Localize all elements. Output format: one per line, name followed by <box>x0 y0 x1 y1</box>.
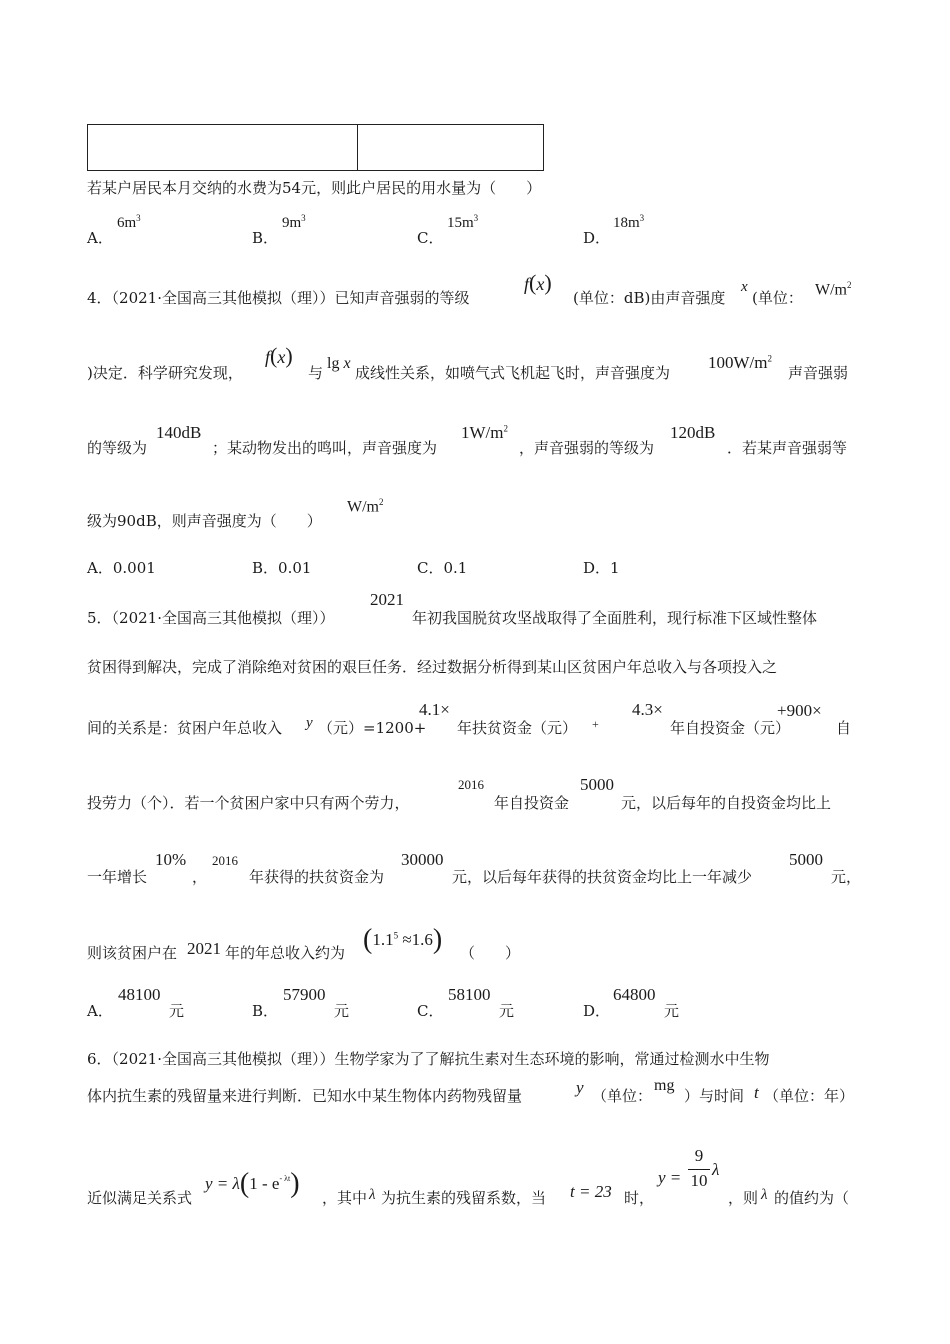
math-lg: lg <box>327 355 340 372</box>
text: 成线性关系，如喷气式飞机起飞时，声音强度为 <box>355 364 671 382</box>
formula-exp: - λt <box>279 1174 291 1183</box>
math-f: f <box>265 347 271 367</box>
option-exp: 3 <box>473 213 479 223</box>
option-text: 9m <box>282 215 302 231</box>
unit: mg <box>654 1077 675 1094</box>
math-y-eq: y = <box>658 1168 682 1187</box>
text: 时， <box>624 1189 655 1207</box>
text: 的等级为 <box>87 439 148 457</box>
text: （单位： <box>592 1087 653 1105</box>
text: 年自投资金（元） <box>670 719 791 737</box>
option-exp: 3 <box>301 213 306 223</box>
q4-option-b <box>252 557 311 578</box>
approx-rest: ≈1.6 <box>398 930 433 949</box>
q5-option-a <box>87 1000 113 1021</box>
formula-inner: 1 - e <box>249 1174 280 1193</box>
formula: $y = \lambda(1 - e^{- \lambda t})$ <box>205 1168 300 1199</box>
unit-text: W/m <box>347 498 379 516</box>
q5-option-b <box>252 1000 278 1021</box>
option-value: 64800 <box>613 985 656 1004</box>
text: 元，以后每年的自投资金均比上 <box>621 794 832 812</box>
option-letter: B． <box>252 559 279 577</box>
option-unit: 元 <box>664 1002 680 1020</box>
option-letter: A． <box>87 559 113 577</box>
text: 年扶贫资金（元） <box>457 719 578 737</box>
value: 2021 <box>370 590 404 609</box>
frac-denominator: 10 <box>690 1171 708 1190</box>
coef: 4.1× <box>419 700 450 719</box>
value-text: 1W/m <box>461 423 504 442</box>
option-unit: 元 <box>169 1002 185 1020</box>
math-t: t <box>754 1083 759 1102</box>
option-letter: A． <box>87 229 113 247</box>
option-value: 58100 <box>448 985 491 1004</box>
text: ．若某声音强弱等 <box>727 439 848 457</box>
question-source: （2021·全国高三其他模拟（理）） <box>111 289 335 307</box>
value: 5000 <box>789 850 823 869</box>
q6-line1 <box>87 1048 770 1069</box>
unit-exp: 2 <box>379 497 384 507</box>
math-fx: f(x) <box>265 343 293 368</box>
option-value: 57900 <box>283 985 326 1004</box>
question-number: 4． <box>87 289 112 307</box>
question-source: （2021·全国高三其他模拟（理）） <box>111 1050 335 1068</box>
q4-option-a <box>87 557 156 578</box>
text: ，其中 <box>322 1189 368 1207</box>
text: 声音强弱 <box>788 364 849 382</box>
option-letter: C． <box>417 559 444 577</box>
option-value: 48100 <box>118 985 161 1004</box>
value-exp: 2 <box>767 353 772 364</box>
coef: 4.3× <box>632 700 663 719</box>
text: 近似满足关系式 <box>87 1189 193 1207</box>
value: 2016 <box>458 777 484 792</box>
text: 自 <box>836 719 852 737</box>
option-text: 6m <box>117 215 137 231</box>
text: （ ） <box>460 944 521 962</box>
math-f: f <box>524 274 530 294</box>
value <box>708 353 772 373</box>
option-letter: D． <box>583 1002 611 1020</box>
text: 一年增长 <box>87 868 148 886</box>
value <box>461 423 508 443</box>
text: 投劳力（个）．若一个贫困户家中只有两个劳力， <box>87 794 410 812</box>
text: （单位：年） <box>764 1087 855 1105</box>
frac-bar <box>688 1169 710 1170</box>
value: 140dB <box>156 423 202 442</box>
frac-numerator: 9 <box>694 1146 704 1165</box>
text: 年获得的扶贫资金为 <box>249 868 385 886</box>
option-text: 15m <box>447 215 474 231</box>
math-lambda: λ <box>761 1187 768 1203</box>
math-t-eq <box>570 1182 612 1202</box>
option-unit: 元 <box>499 1002 515 1020</box>
text: 元， <box>831 868 862 886</box>
text: 间的关系是：贫困户年总收入 <box>87 719 283 737</box>
value-exp: 2 <box>503 423 508 434</box>
q3-option-a <box>87 213 141 248</box>
text: (单位：dB)由声音强度 <box>573 289 726 307</box>
text: 年的年总收入约为 <box>225 944 346 962</box>
text: 年自投资金 <box>494 794 570 812</box>
value: 10% <box>155 850 187 869</box>
coef: +900× <box>777 701 822 720</box>
text: ）与时间 <box>684 1087 745 1105</box>
table-fragment <box>87 124 544 171</box>
q4-option-c <box>417 557 467 578</box>
text: （元）=1200+ <box>318 719 427 737</box>
q4-line1 <box>87 287 470 308</box>
value: 120dB <box>670 423 716 442</box>
option-letter: D． <box>583 229 611 247</box>
unit-exp: 2 <box>847 280 852 290</box>
option-letter: C． <box>417 1002 444 1020</box>
option-value <box>613 213 644 232</box>
q4-option-d <box>583 557 620 578</box>
option-text: 18m <box>613 215 640 231</box>
option-letter: D． <box>583 559 611 577</box>
option-value <box>117 213 141 232</box>
value: 5000 <box>580 775 614 794</box>
q5-option-c <box>417 1000 443 1021</box>
value: 30000 <box>401 850 444 869</box>
math-x: x <box>741 279 748 295</box>
text: 年初我国脱贫攻坚战取得了全面胜利，现行标准下区域性整体 <box>412 609 818 627</box>
text: 则该贫困户在 <box>87 944 178 962</box>
value: 2021 <box>187 939 221 958</box>
option-value <box>447 213 478 232</box>
plus: + <box>592 717 599 731</box>
option-letter: A． <box>87 1002 113 1020</box>
q3-stem: 若某户居民本月交纳的水费为54元，则此户居民的用水量为（ ） <box>87 179 542 197</box>
text: 的值约为（ <box>774 1189 850 1207</box>
text: 体内抗生素的残留量来进行判断．已知水中某生物体内药物残留量 <box>87 1087 523 1105</box>
text: 与 <box>308 364 324 382</box>
math-y: y <box>306 715 313 731</box>
option-exp: 3 <box>136 213 141 223</box>
option-value: 1 <box>610 559 620 577</box>
q3-option-d <box>583 213 645 248</box>
q5-line1 <box>87 607 335 628</box>
table-cell <box>88 125 358 171</box>
text: 为抗生素的残留系数，当 <box>381 1189 547 1207</box>
q3-option-c <box>417 213 479 248</box>
option-exp: 3 <box>639 213 645 223</box>
unit-text: W/m <box>815 281 847 299</box>
option-value: 0.001 <box>112 559 156 577</box>
option-value <box>282 213 306 232</box>
approx-base: 1.1 <box>372 930 394 949</box>
math-lambda: λ <box>369 1187 376 1203</box>
approx-exp: 5 <box>393 930 399 941</box>
option-letter: B． <box>252 1002 279 1020</box>
option-letter: B． <box>252 229 279 247</box>
option-value: 0.01 <box>278 559 312 577</box>
unit <box>815 280 852 299</box>
text: )决定．科学研究发现， <box>87 364 243 382</box>
math-lgx <box>327 355 351 373</box>
text: 元，以后每年获得的扶贫资金均比上一年减少 <box>452 868 753 886</box>
text: ， <box>192 868 208 886</box>
math-x: x <box>536 274 545 294</box>
text: ，则 <box>728 1189 759 1207</box>
approx-expression: $(1.1^5 \approx 1.6)$ <box>363 924 443 955</box>
math-fx: f(x) <box>524 270 552 295</box>
math-x: x <box>277 347 286 367</box>
text: ；某动物发出的鸣叫，声音强度为 <box>212 439 438 457</box>
formula-lhs: y = λ <box>205 1174 240 1193</box>
question-number: 6． <box>87 1050 112 1068</box>
q3-option-b <box>252 213 306 248</box>
question-number: 5． <box>87 609 112 627</box>
text: ，声音强弱的等级为 <box>519 439 655 457</box>
table-cell <box>358 125 544 171</box>
text: 已知声音强弱的等级 <box>334 289 470 307</box>
math-x: x <box>343 355 351 372</box>
text: 生物学家为了了解抗生素对生态环境的影响，常通过检测水中生物 <box>334 1050 770 1068</box>
text: 贫困得到解决，完成了消除绝对贫困的艰巨任务．经过数据分析得到某山区贫困户年总收入与各项投入之 <box>87 658 778 676</box>
unit <box>347 497 384 516</box>
option-letter: C． <box>417 229 444 247</box>
option-unit: 元 <box>334 1002 350 1020</box>
option-value: 0.1 <box>443 559 468 577</box>
question-source: （2021·全国高三其他模拟（理）） <box>111 609 335 627</box>
q5-option-d <box>583 1000 610 1021</box>
text: (单位： <box>752 289 803 307</box>
value-text: 100W/m <box>708 353 768 372</box>
math-y: y <box>576 1078 584 1097</box>
t-value: t = 23 <box>570 1182 612 1201</box>
text: 级为90dB，则声音强度为（ ） <box>87 512 322 530</box>
value: 2016 <box>212 853 238 868</box>
math-lambda: λ <box>712 1160 720 1179</box>
